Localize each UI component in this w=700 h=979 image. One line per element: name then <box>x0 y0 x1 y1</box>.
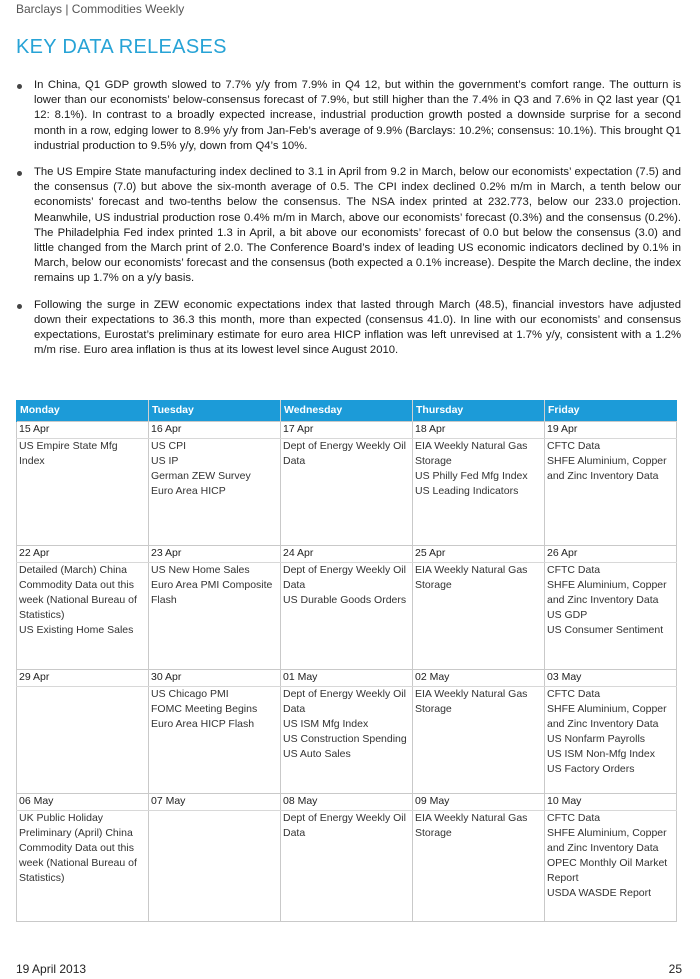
event-item: US Existing Home Sales <box>19 624 134 636</box>
event-item: USDA WASDE Report <box>547 887 652 899</box>
event-item: US IP <box>151 455 179 467</box>
event-item: US Empire State Mfg Index <box>19 440 118 467</box>
event-item: Euro Area HICP Flash <box>151 718 255 730</box>
event-item: EIA Weekly Natural Gas Storage <box>415 440 528 467</box>
date-cell: 06 May <box>17 794 149 811</box>
event-cell <box>149 811 281 922</box>
event-item: CFTC Data <box>547 564 601 576</box>
date-cell: 03 May <box>545 670 677 687</box>
event-cell <box>413 563 545 670</box>
event-item: Euro Area PMI Composite Flash <box>151 579 273 606</box>
event-cell <box>545 687 677 794</box>
date-cell: 07 May <box>149 794 281 811</box>
event-item: US Nonfarm Payrolls <box>547 733 646 745</box>
date-row <box>17 670 677 687</box>
event-item: CFTC Data <box>547 812 601 824</box>
event-item: US Factory Orders <box>547 763 635 775</box>
date-cell: 26 Apr <box>545 546 677 563</box>
event-cell <box>413 687 545 794</box>
date-row <box>17 546 677 563</box>
section-title: KEY DATA RELEASES <box>16 36 227 58</box>
date-cell: 18 Apr <box>413 422 545 439</box>
event-row <box>17 687 677 794</box>
date-cell: 24 Apr <box>281 546 413 563</box>
day-header: Thursday <box>413 400 545 422</box>
event-item: EIA Weekly Natural Gas Storage <box>415 812 528 839</box>
event-cell <box>149 687 281 794</box>
event-cell <box>17 687 149 794</box>
date-cell: 17 Apr <box>281 422 413 439</box>
event-item: SHFE Aluminium, Copper and Zinc Inventory Data <box>547 827 667 854</box>
event-item: Detailed (March) China Commodity Data out this week (National Bureau of Statistics) <box>19 564 137 621</box>
event-row <box>17 811 677 922</box>
event-item: FOMC Meeting Begins <box>151 703 258 715</box>
event-cell <box>17 811 149 922</box>
event-cell <box>281 439 413 546</box>
footer-date: 19 April 2013 <box>16 962 87 976</box>
bullet-dot-icon <box>17 304 22 309</box>
event-cell <box>281 563 413 670</box>
date-row <box>17 422 677 439</box>
date-cell: 29 Apr <box>17 670 149 687</box>
event-item: US Consumer Sentiment <box>547 624 664 636</box>
event-cell <box>149 439 281 546</box>
bullet-dot-icon <box>17 84 22 89</box>
event-item: US New Home Sales <box>151 564 250 576</box>
event-item: US Auto Sales <box>283 748 351 760</box>
event-item: German ZEW Survey <box>151 470 251 482</box>
date-cell: 02 May <box>413 670 545 687</box>
bullet-list <box>16 78 681 369</box>
event-item: CFTC Data <box>547 688 601 700</box>
date-row <box>17 794 677 811</box>
event-item: Dept of Energy Weekly Oil Data <box>283 564 406 591</box>
event-cell <box>17 563 149 670</box>
date-cell: 22 Apr <box>17 546 149 563</box>
date-cell: 25 Apr <box>413 546 545 563</box>
bullet-text: In China, Q1 GDP growth slowed to 7.7% y/y from 7.9% in Q4 12, but within the government’s comfort range. The outturn is lower than our economists’ below-consensus forecast of 7.9%, but still higher than the 7.4% in Q3 and 7.6% in Q2 last year (Q1 12: 8.1%). In contrast to a broadly expected increase, industrial production growth posted a downside surprise for a second month in a row, edging lower to 8.9% y/y from Jan-Feb’s average of 9.9% (Barclays: 10.2%; consensus: 10.1%). This brought Q1 industrial production to 9.5% y/y, down from Q4’s 10%. <box>34 79 681 152</box>
event-item: CFTC Data <box>547 440 601 452</box>
bullet-text: Following the surge in ZEW economic expectations index that lasted through March (48.5), financial investors have adjusted down their expectations to 36.3 this month, more than expected (consensus 41.0). In line with our economists’ and consensus expectations, Eurostat’s preliminary estimate for euro area HICP inflation was left unrevised at 1.7% y/y, consistent with a 1.2% m/m rise. Euro area inflation is thus at its lowest level since August 2010. <box>34 298 681 357</box>
day-header: Friday <box>545 400 677 422</box>
event-item: EIA Weekly Natural Gas Storage <box>415 688 528 715</box>
bullet-item <box>16 78 681 154</box>
event-item: US CPI <box>151 440 187 452</box>
day-header: Tuesday <box>149 400 281 422</box>
bullet-text: The US Empire State manufacturing index declined to 3.1 in April from 9.2 in March, below our economists’ expectation (7.5) and the consensus (7.0) but above the six-month average of 0.5. The CPI index declined 0.2% m/m in March, a tenth below our economists’ forecast and two-tenths below the consensus. The NSA index printed at 232.773, below our 233.0 projection. Meanwhile, US industrial production rose 0.4% m/m in March, above our economists’ forecast (0.3%) and the consensus (0.2%). The Philadelphia Fed index printed 1.3 in April, a bit above our economists’ forecast of 0.0 but below the consensus (3.0) and little changed from the March print of 2.0. The Conference Board’s index of leading US economic indicators declined by 0.1% in March, below our economists’ forecast and the consensus (both expected a 0.1% increase). Despite the March decline, the index remains up 1.7% on a y/y basis. <box>34 166 681 285</box>
event-cell <box>281 687 413 794</box>
event-cell <box>149 563 281 670</box>
date-cell: 09 May <box>413 794 545 811</box>
event-item: US ISM Non-Mfg Index <box>547 748 655 760</box>
date-cell: 30 Apr <box>149 670 281 687</box>
event-cell <box>545 439 677 546</box>
event-item: UK Public Holiday <box>19 812 104 824</box>
event-row <box>17 439 677 546</box>
release-calendar-table <box>16 400 677 922</box>
event-cell <box>17 439 149 546</box>
event-item: SHFE Aluminium, Copper and Zinc Inventory Data <box>547 455 667 482</box>
event-cell <box>545 811 677 922</box>
bullet-item <box>16 165 681 287</box>
event-cell <box>281 811 413 922</box>
calendar-header-row <box>17 400 677 422</box>
date-cell: 10 May <box>545 794 677 811</box>
event-item: SHFE Aluminium, Copper and Zinc Inventory Data <box>547 579 667 606</box>
event-cell <box>545 563 677 670</box>
date-cell: 19 Apr <box>545 422 677 439</box>
event-row <box>17 563 677 670</box>
event-item: US Chicago PMI <box>151 688 229 700</box>
page-number: 25 <box>668 962 682 976</box>
running-head: Barclays | Commodities Weekly <box>16 2 185 16</box>
date-cell: 08 May <box>281 794 413 811</box>
day-header: Wednesday <box>281 400 413 422</box>
event-cell <box>413 811 545 922</box>
event-item: EIA Weekly Natural Gas Storage <box>415 564 528 591</box>
event-item: Euro Area HICP <box>151 485 226 497</box>
date-cell: 16 Apr <box>149 422 281 439</box>
event-item: US GDP <box>547 609 588 621</box>
event-item: SHFE Aluminium, Copper and Zinc Inventory Data <box>547 703 667 730</box>
event-item: US Leading Indicators <box>415 485 519 497</box>
day-header: Monday <box>17 400 149 422</box>
event-item: US Construction Spending <box>283 733 407 745</box>
bullet-dot-icon <box>17 171 22 176</box>
event-item: Preliminary (April) China Commodity Data out this week (National Bureau of Statistics) <box>19 827 137 884</box>
event-item: Dept of Energy Weekly Oil Data <box>283 812 406 839</box>
bullet-item <box>16 298 681 359</box>
date-cell: 23 Apr <box>149 546 281 563</box>
event-cell <box>413 439 545 546</box>
event-item: Dept of Energy Weekly Oil Data <box>283 440 406 467</box>
date-cell: 15 Apr <box>17 422 149 439</box>
event-item: Dept of Energy Weekly Oil Data <box>283 688 406 715</box>
event-item: US Philly Fed Mfg Index <box>415 470 528 482</box>
event-item: US Durable Goods Orders <box>283 594 407 606</box>
event-item: OPEC Monthly Oil Market Report <box>547 857 668 884</box>
event-item: US ISM Mfg Index <box>283 718 369 730</box>
date-cell: 01 May <box>281 670 413 687</box>
